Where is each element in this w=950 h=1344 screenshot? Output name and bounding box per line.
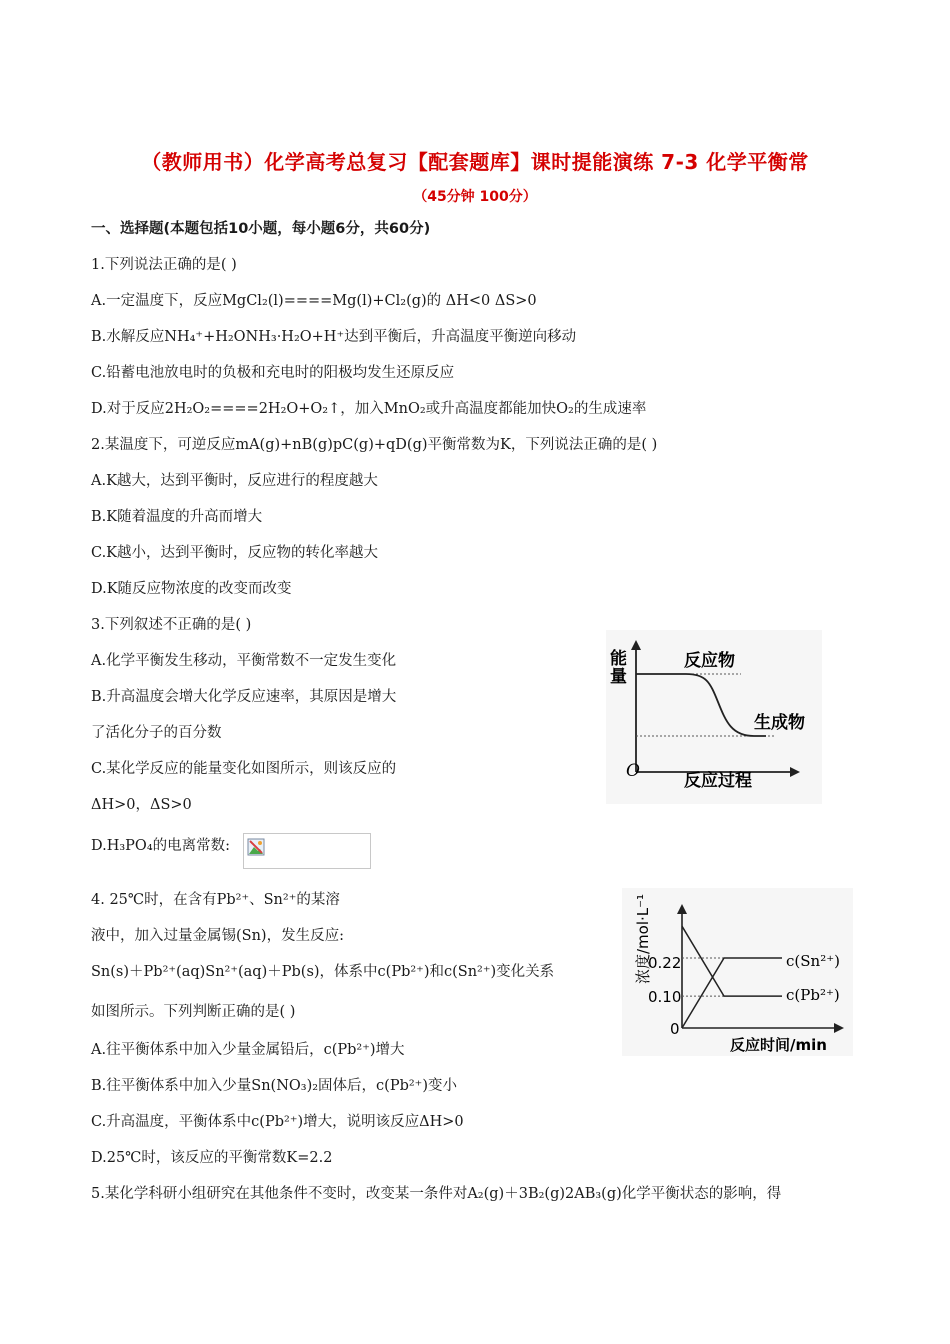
q1-option-a: A.一定温度下，反应MgCl₂(l)====Mg(l)+Cl₂(g)的 ΔH<0 ΔS>0 bbox=[91, 293, 537, 309]
q3-option-c: C.某化学反应的能量变化如图所示，则该反应的 bbox=[91, 761, 397, 777]
conc-y-label: 浓度/mol·L⁻¹ bbox=[634, 893, 652, 984]
reactant-label: 反应物 bbox=[684, 651, 735, 671]
q3-option-c-cont: ΔH>0，ΔS>0 bbox=[91, 797, 192, 813]
question-5: 5.某化学科研小组研究在其他条件不变时，改变某一条件对A₂(g)＋3B₂(g)2AB₃(g)化学平衡状态的影响，得 bbox=[91, 1186, 782, 1202]
q4-option-d: D.25℃时，该反应的平衡常数K=2.2 bbox=[91, 1150, 333, 1166]
energy-y-label-2: 量 bbox=[610, 667, 627, 687]
q3-option-a: A.化学平衡发生移动，平衡常数不一定发生变化 bbox=[91, 653, 397, 669]
conc-x-label: 反应时间/min bbox=[730, 1036, 827, 1054]
energy-diagram bbox=[606, 630, 822, 804]
energy-x-label: 反应过程 bbox=[684, 771, 752, 791]
q2-option-a: A.K越大，达到平衡时，反应进行的程度越大 bbox=[91, 473, 378, 489]
energy-y-label-1: 能 bbox=[610, 649, 627, 669]
missing-image-placeholder bbox=[243, 833, 371, 869]
q2-option-c: C.K越小，达到平衡时，反应物的转化率越大 bbox=[91, 545, 379, 561]
q3-option-d: D.H₃PO₄的电离常数: bbox=[91, 838, 231, 854]
series-label-sn: c(Sn²⁺) bbox=[786, 952, 840, 970]
question-3: 3.下列叙述不正确的是( ) bbox=[91, 617, 252, 633]
q4-option-b: B.往平衡体系中加入少量Sn(NO₃)₂固体后，c(Pb²⁺)变小 bbox=[91, 1078, 457, 1094]
q1-option-d: D.对于反应2H₂O₂====2H₂O+O₂↑，加入MnO₂或升高温度都能加快O₂的生成速率 bbox=[91, 401, 647, 417]
question-2: 2.某温度下，可逆反应mA(g)+nB(g)pC(g)+qD(g)平衡常数为K，下列说法正确的是( ) bbox=[91, 437, 658, 453]
y-tick-0.22: 0.22 bbox=[648, 954, 682, 972]
energy-origin: O bbox=[626, 761, 640, 781]
q4-text-2: 液中，加入过量金属锡(Sn)，发生反应: bbox=[91, 928, 344, 944]
broken-image-icon bbox=[247, 838, 265, 856]
q1-option-c: C.铅蓄电池放电时的负极和充电时的阳极均发生还原反应 bbox=[91, 365, 455, 381]
q1-option-b: B.水解反应NH₄⁺+H₂ONH₃·H₂O+H⁺达到平衡后，升高温度平衡逆向移动 bbox=[91, 329, 577, 345]
q4-option-c: C.升高温度，平衡体系中c(Pb²⁺)增大，说明该反应ΔH>0 bbox=[91, 1114, 464, 1130]
concentration-chart bbox=[622, 888, 853, 1056]
page-title: （教师用书）化学高考总复习【配套题库】课时提能演练 7-3 化学平衡常 bbox=[141, 150, 809, 174]
y-tick-0.10: 0.10 bbox=[648, 988, 682, 1006]
q4-text-4: 如图所示。下列判断正确的是( ) bbox=[91, 1004, 296, 1020]
question-1: 1.下列说法正确的是( ) bbox=[91, 257, 237, 273]
q4-option-a: A.往平衡体系中加入少量金属铅后，c(Pb²⁺)增大 bbox=[91, 1042, 405, 1058]
question-4: 4. 25℃时，在含有Pb²⁺、Sn²⁺的某溶 bbox=[91, 892, 340, 908]
q2-option-d: D.K随反应物浓度的改变而改变 bbox=[91, 581, 292, 597]
q2-option-b: B.K随着温度的升高而增大 bbox=[91, 509, 263, 525]
q3-option-b: B.升高温度会增大化学反应速率，其原因是增大 bbox=[91, 689, 397, 705]
series-label-pb: c(Pb²⁺) bbox=[786, 986, 840, 1004]
conc-origin: 0 bbox=[670, 1020, 680, 1038]
product-label: 生成物 bbox=[754, 713, 805, 733]
section-heading: 一、选择题(本题包括10小题，每小题6分，共60分) bbox=[91, 221, 431, 237]
q4-text-3: Sn(s)＋Pb²⁺(aq)Sn²⁺(aq)＋Pb(s)，体系中c(Pb²⁺)和c(Sn²⁺)变化关系 bbox=[91, 964, 555, 980]
page-subtitle: （45分钟 100分） bbox=[413, 189, 537, 205]
q3-option-b-cont: 了活化分子的百分数 bbox=[91, 725, 222, 741]
